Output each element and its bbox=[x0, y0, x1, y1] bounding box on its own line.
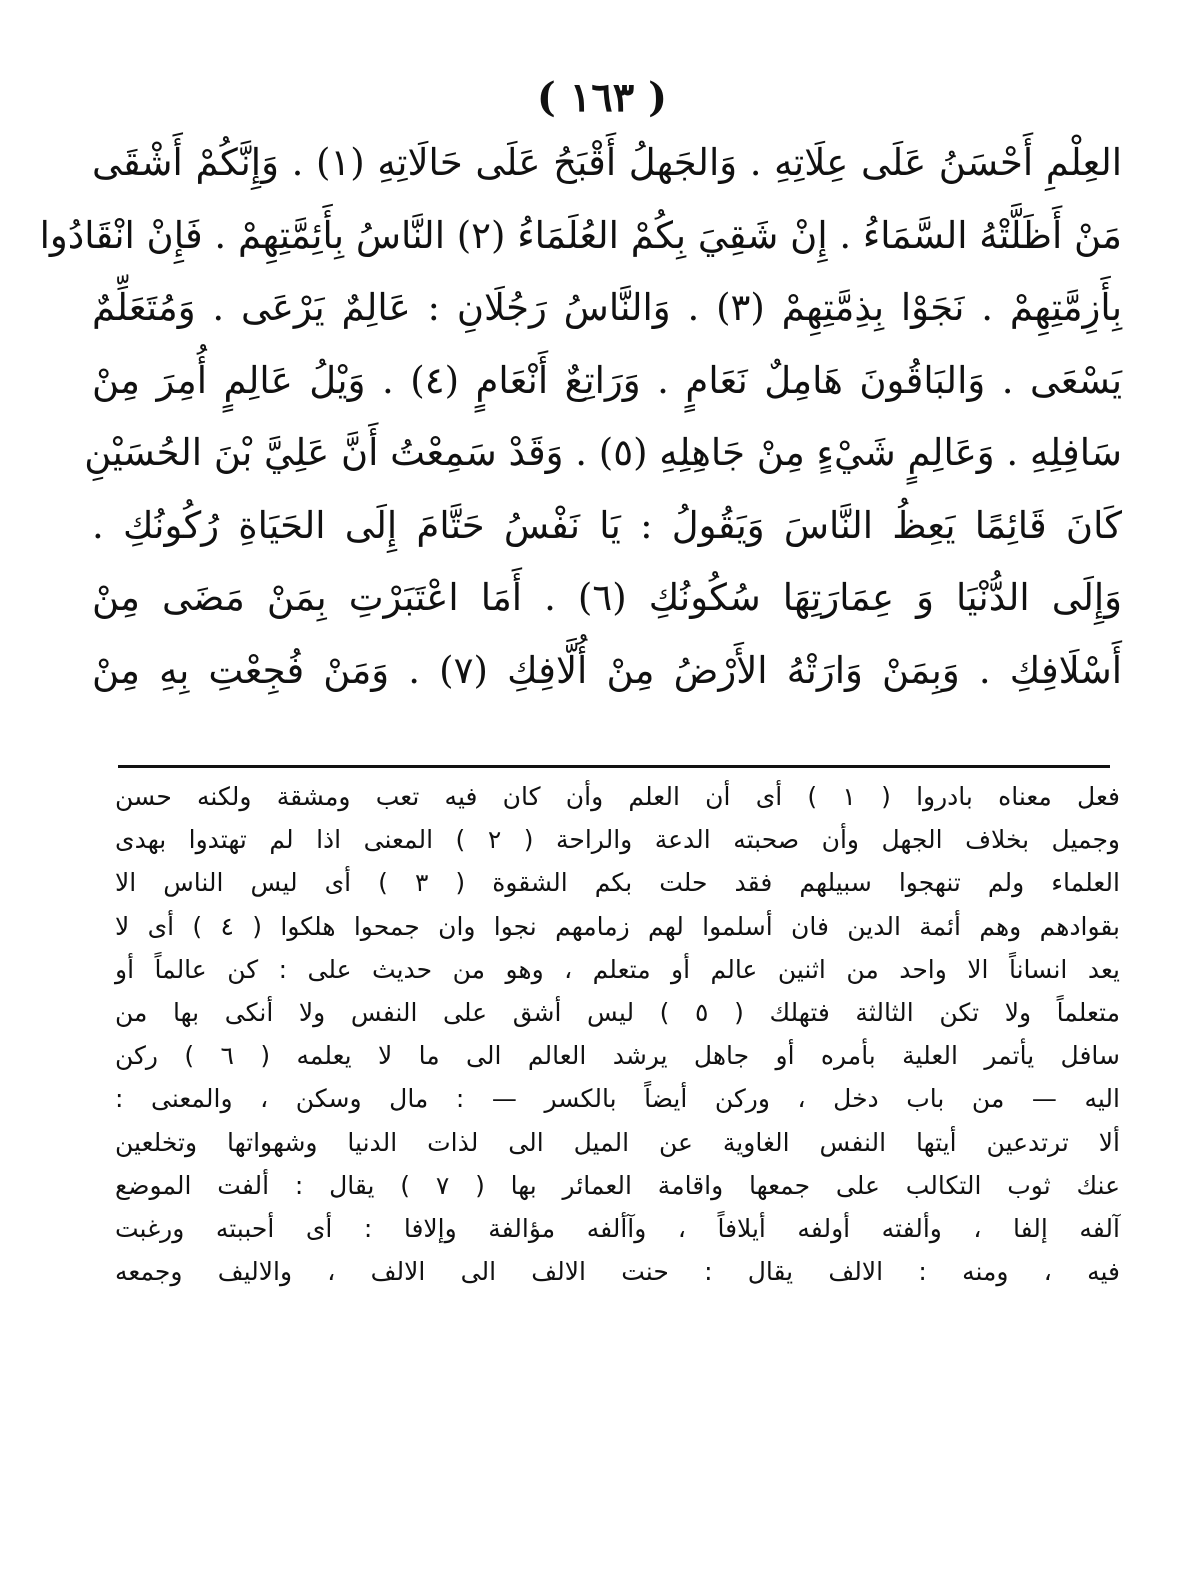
main-text-line: كَانَ قَائِمًا يَعِظُ النَّاسَ وَيَقُولُ : يَا نَفْسُ حَتَّامَ إِلَى الحَيَاةِ رُكُونُكِ . bbox=[92, 503, 1122, 547]
main-text-line: مَنْ أَظَلَّتْهُ السَّمَاءُ . إِنْ شَقِيَ بِكُمْ العُلَمَاءُ (٢) النَّاسُ بِأَئِمَّتِهِمْ . فَإِنْ انْقَادُوا bbox=[39, 213, 1122, 257]
page-number: ( ١٦٣ ) bbox=[536, 74, 668, 121]
footnote-line: ألا ترتدعين أيتها النفس الغاوية عن الميل الى لذات الدنيا وشهواتها وتخلعين bbox=[115, 1127, 1120, 1157]
footnote-line: متعلماً ولا تكن الثالثة فتهلك ( ٥ ) ليس أشق على النفس ولا أنكى بها من bbox=[115, 997, 1120, 1027]
footnote-line: عنك ثوب التكالب على جمعها واقامة العمائر بها ( ٧ ) يقال : ألفت الموضع bbox=[115, 1170, 1120, 1200]
main-text-line: سَافِلِهِ . وَعَالِمٍ شَيْءٍ مِنْ جَاهِلِهِ (٥) . وَقَدْ سَمِعْتُ أَنَّ عَلِيَّ بْنَ الحُسَيْنِ bbox=[84, 431, 1122, 474]
main-text-line: بِأَزِمَّتِهِمْ . نَجَوْا بِذِمَّتِهِمْ (٣) . وَالنَّاسُ رَجُلَانِ : عَالِمٌ يَرْعَى . وَمُتَعَلِّمٌ bbox=[92, 286, 1122, 329]
footnote-line: فعل معناه بادروا ( ١ ) أى أن العلم وأن كان فيه تعب ومشقة ولكنه حسن bbox=[115, 782, 1120, 811]
footnote-line: العلماء ولم تنهجوا سبيلهم فقد حلت بكم الشقوة ( ٣ ) أى ليس الناس الا bbox=[115, 868, 1120, 898]
main-text-line: يَسْعَى . وَالبَاقُونَ هَامِلٌ نَعَامٍ . وَرَاتِعٌ أَنْعَامٍ (٤) . وَيْلُ عَالِمٍ أُمِرَ مِنْ bbox=[92, 358, 1122, 402]
footnote-line: آلفه إلفا ، وألفته أولفه أيلافاً ، وآألفه مؤالفة وإلافا : أى أحببته ورغبت bbox=[115, 1213, 1120, 1243]
footnote-line: سافل يأتمر العلية بأمره أو جاهل يرشد العالم الى ما لا يعلمه ( ٦ ) ركن bbox=[115, 1041, 1120, 1071]
footnotes bbox=[115, 775, 1120, 1293]
footnote-separator bbox=[118, 765, 1110, 768]
main-text-line: أَسْلَافِكِ . وَبِمَنْ وَارَتْهُ الأَرْضُ مِنْ أُلَّافِكِ (٧) . وَمَنْ فُجِعْتِ بِهِ مِنْ bbox=[92, 648, 1122, 692]
footnote-line: يعد انساناً الا واحد من اثنين عالم أو متعلم ، وهو من حديث على : كن عالماً أو bbox=[115, 954, 1120, 984]
footnote-line: فيه ، ومنه : الالف يقال : حنت الالف الى الالف ، والاليف وجمعه bbox=[115, 1257, 1120, 1287]
main-text bbox=[39, 127, 1122, 707]
main-text-line: العِلْمِ أَحْسَنُ عَلَى عِلَاتِهِ . وَالجَهلُ أَقْبَحُ عَلَى حَالَاتِهِ (١) . وَإِنَّكُمْ أَشْقَى bbox=[92, 141, 1122, 184]
footnote-line: اليه — من باب دخل ، وركن أيضاً بالكسر — : مال وسكن ، والمعنى : bbox=[115, 1084, 1120, 1114]
main-text-line: وَإِلَى الدُّنْيَا وَ عِمَارَتِهَا سُكُونُكِ (٦) . أَمَا اعْتَبَرْتِ بِمَنْ مَضَى مِنْ bbox=[92, 576, 1122, 619]
footnote-line: بقوادهم وهم أئمة الدين فان أسلموا لهم زمامهم نجوا وان جمحوا هلكوا ( ٤ ) أى لا bbox=[115, 911, 1120, 941]
footnote-line: وجميل بخلاف الجهل وأن صحبته الدعة والراحة ( ٢ ) المعنى اذا لم تهتدوا بهدى bbox=[115, 825, 1120, 855]
